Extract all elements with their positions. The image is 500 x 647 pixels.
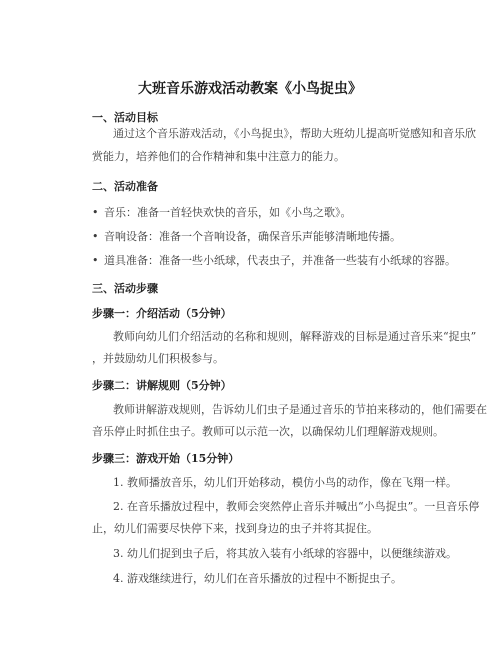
- bullet-icon: •: [92, 230, 99, 243]
- bullet-icon: •: [92, 254, 99, 267]
- step3-item-4: 4. 游戏继续进行，幼儿们在音乐播放的过程中不断捉虫子。: [113, 572, 402, 585]
- step3-heading: 步骤三：游戏开始（15分钟）: [92, 452, 240, 465]
- preparation-item-text: 音乐：准备一首轻快欢快的音乐，如《小鸟之歌》。: [104, 206, 352, 219]
- goals-paragraph-line-1: 通过这个音乐游戏活动，《小鸟捉虫》，帮助大班幼儿提高听觉感知和音乐欣: [113, 127, 476, 140]
- step1-line-2: ，并鼓励幼儿们积极参与。: [92, 352, 224, 365]
- step3-item-3: 3. 幼儿们捉到虫子后，将其放入装有小纸球的容器中，以便继续游戏。: [113, 547, 457, 560]
- step3-item-2-line-1: 2. 在音乐播放过程中，教师会突然停止音乐并喊出“小鸟捉虫”。一旦音乐停: [113, 500, 480, 513]
- step1-line-1: 教师向幼儿们介绍活动的名称和规则，解释游戏的目标是通过音乐来“捉虫”: [113, 330, 477, 343]
- preparation-item-props: [92, 254, 456, 268]
- section-heading-steps: 三、活动步骤: [92, 282, 158, 295]
- preparation-item-text: 道具准备：准备一些小纸球，代表虫子，并准备一些装有小纸球的容器。: [104, 254, 456, 267]
- bullet-icon: •: [92, 206, 99, 219]
- section-heading-goals: 一、活动目标: [92, 111, 158, 124]
- step3-item-1: 1. 教师播放音乐，幼儿们开始移动，模仿小鸟的动作，像在飞翔一样。: [113, 476, 457, 489]
- step3-item-2-line-2: 止，幼儿们需要尽快停下来，找到身边的虫子并将其捉住。: [92, 522, 378, 535]
- step2-line-2: 音乐停止时抓住虫子。教师可以示范一次，以确保幼儿们理解游戏规则。: [92, 425, 444, 438]
- step1-heading: 步骤一：介绍活动（5分钟）: [92, 307, 232, 320]
- preparation-item-text: 音响设备：准备一个音响设备，确保音乐声能够清晰地传播。: [104, 230, 401, 243]
- preparation-item-audio: [92, 230, 401, 244]
- preparation-item-music: [92, 206, 352, 220]
- section-heading-preparation: 二、活动准备: [92, 180, 158, 193]
- goals-paragraph-line-2: 赏能力，培养他们的合作精神和集中注意力的能力。: [92, 150, 345, 163]
- step2-heading: 步骤二：讲解规则（5分钟）: [92, 379, 232, 392]
- document-title: 大班音乐游戏活动教案《小鸟捉虫》: [138, 81, 362, 97]
- step2-line-1: 教师讲解游戏规则，告诉幼儿们虫子是通过音乐的节拍来移动的，他们需要在: [113, 403, 487, 416]
